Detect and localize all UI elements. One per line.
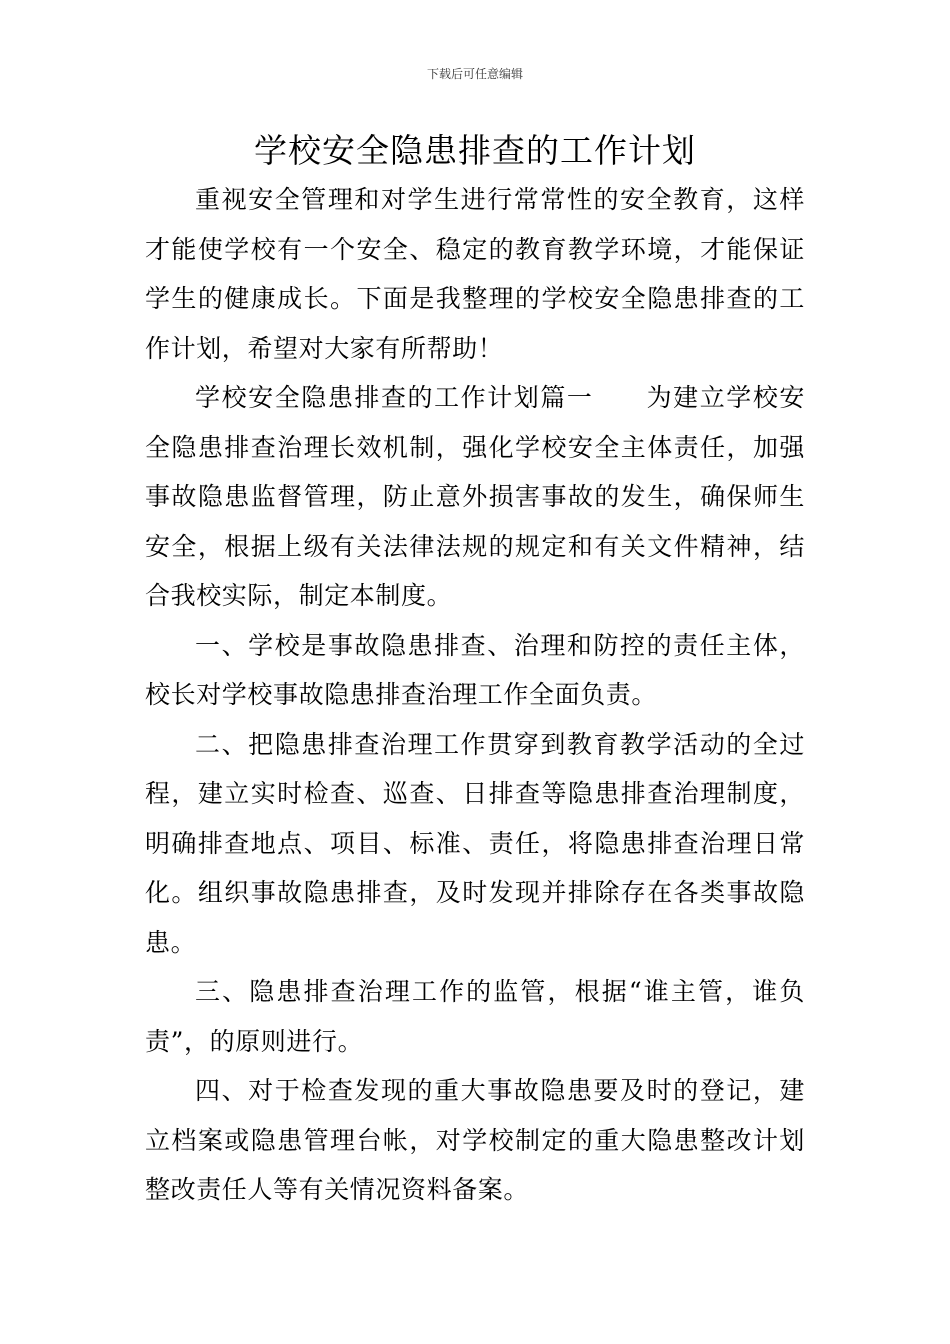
paragraph-section-one: 学校安全隐患排查的工作计划篇一 为建立学校安全隐患排查治理长效机制，强化学校安全主体责任，加强事故隐患监督管理，防止意外损害事故的发生，确保师生安全，根据上级有关法律法规的规定和有关文件精神，结合我校实际，制定本制度。 bbox=[145, 383, 805, 610]
paragraph-item-3: 三、隐患排查治理工作的监管，根据“谁主管，谁负责”，的原则进行。 bbox=[145, 977, 805, 1056]
paragraph-intro: 重视安全管理和对学生进行常常性的安全教育，这样才能使学校有一个安全、稳定的教育教学环境，才能保证学生的健康成长。下面是我整理的学校安全隐患排查的工作计划，希望对大家有所帮助！ bbox=[145, 185, 805, 363]
document-title: 学校安全隐患排查的工作计划 bbox=[254, 131, 696, 170]
document-body bbox=[145, 175, 805, 1215]
paragraph-item-4: 四、对于检查发现的重大事故隐患要及时的登记，建立档案或隐患管理台帐，对学校制定的重大隐患整改计划整改责任人等有关情况资料备案。 bbox=[145, 1076, 805, 1204]
paragraph-item-1: 一、学校是事故隐患排查、治理和防控的责任主体，校长对学校事故隐患排查治理工作全面负责。 bbox=[145, 630, 805, 709]
paragraph-item-2: 二、把隐患排查治理工作贯穿到教育教学活动的全过程，建立实时检查、巡查、日排查等隐患排查治理制度，明确排查地点、项目、标准、责任，将隐患排查治理日常化。组织事故隐患排查，及时发现并排除存在各类事故隐患。 bbox=[145, 729, 805, 957]
header-note: 下载后可任意编辑 bbox=[426, 67, 523, 81]
